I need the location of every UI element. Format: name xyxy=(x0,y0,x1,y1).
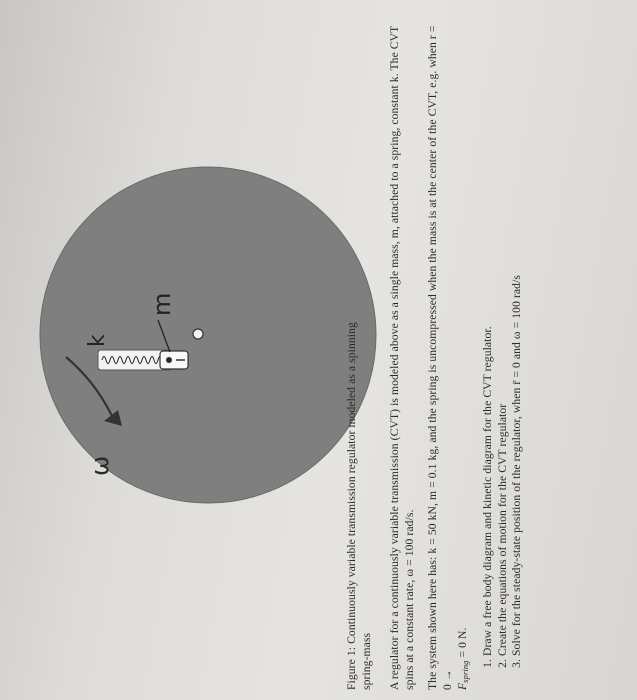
problem-paragraph-2 xyxy=(426,25,472,690)
task-item: 1. Draw a free body diagram and kinetic diagram for the CVT regulator. xyxy=(481,25,496,656)
task-item: 2. Create the equations of motion for the CVT regulator xyxy=(496,25,511,656)
spring-force-value: = 0 N. xyxy=(455,627,469,661)
figure-caption xyxy=(345,25,374,690)
problem-paragraph-1: A regulator for a continuously variable transmission (CVT) is modeled above as a single mass, m, attached to a spring, constant k. The CVT spins at a constant rate, ω = 100 rad/s. xyxy=(388,25,416,690)
task-item: 3. Solve for the steady-state position of the regulator, when r̈ = 0 and ω = 100 rad/s xyxy=(510,25,525,656)
task-list xyxy=(481,25,525,690)
disk-center-pin-icon xyxy=(193,329,203,339)
system-parameters-text: The system shown here has: k = 50 kN, m = 0.1 kg, and the spring is uncompressed when the mass is at the center of the CVT, e.g. when r = 0 → xyxy=(426,25,454,690)
omega-label: ω xyxy=(86,455,114,476)
problem-text-block xyxy=(345,25,525,690)
spring-force-subscript: spring xyxy=(459,660,470,683)
mass-dot-icon xyxy=(166,357,172,363)
mass-label-m: m xyxy=(148,292,176,316)
caption-lead: Figure 1: Continuously variable transmission regulator modeled as a spinning xyxy=(345,322,358,690)
spring-label-k: k xyxy=(85,334,110,347)
spring-force-symbol: F xyxy=(455,682,469,690)
caption-tail: spring-mass xyxy=(359,632,373,690)
